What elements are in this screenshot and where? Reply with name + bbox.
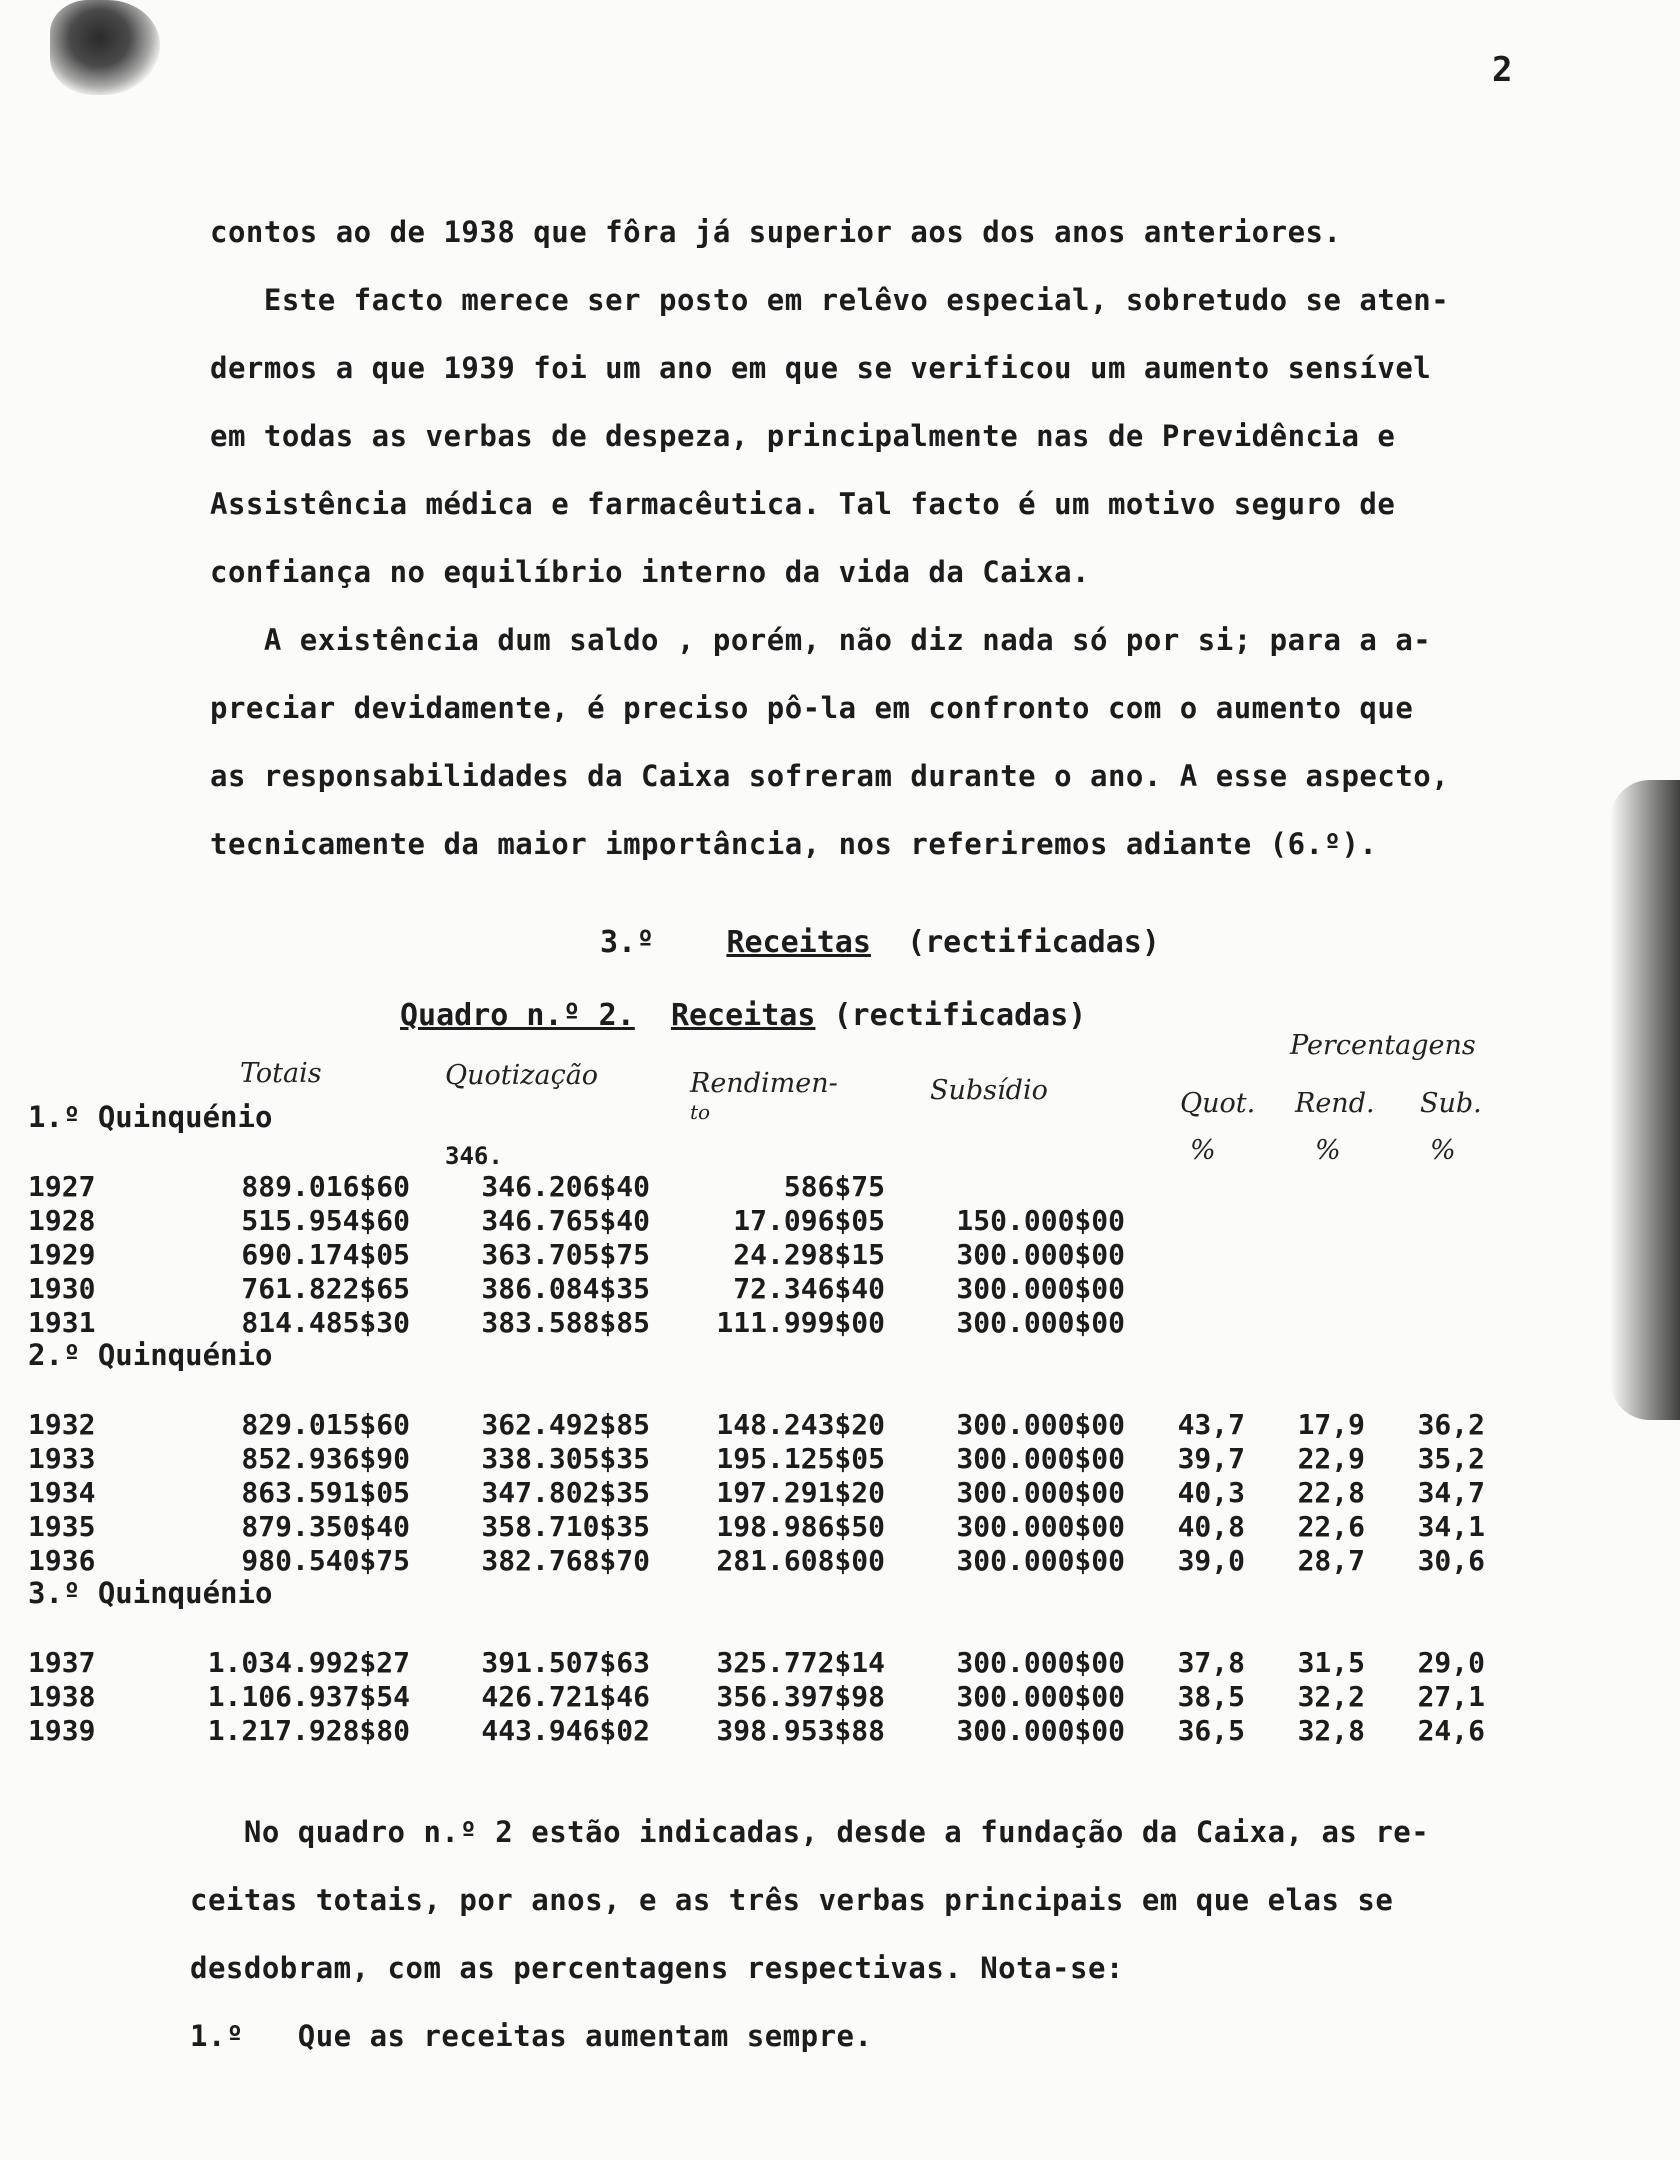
cell-year: 1927 xyxy=(28,1170,96,1203)
cell-pct-rend: 32,2 xyxy=(1297,1680,1365,1713)
cell-pct-rend: 17,9 xyxy=(1297,1408,1365,1441)
paragraph-line: em todas as verbas de despeza, principalmente nas de Previdência e xyxy=(210,419,1396,453)
cell-quotizacao: 391.507$63 xyxy=(481,1646,650,1679)
cell-subsidio: 300.000$00 xyxy=(956,1442,1125,1475)
cell-total: 814.485$30 xyxy=(241,1306,410,1339)
cell-year: 1939 xyxy=(28,1714,96,1747)
cell-pct-sub: 24,6 xyxy=(1417,1714,1485,1747)
cell-quotizacao: 443.946$02 xyxy=(481,1714,650,1747)
cell-pct-quot: 39,7 xyxy=(1177,1442,1245,1475)
cell-rendimento: 195.125$05 xyxy=(716,1442,885,1475)
cell-rendimento: 17.096$05 xyxy=(733,1204,885,1237)
cell-pct-rend: 32,8 xyxy=(1297,1714,1365,1747)
cell-subsidio: 300.000$00 xyxy=(956,1714,1125,1747)
cell-year: 1932 xyxy=(28,1408,96,1441)
paragraph-line: ceitas totais, por anos, e as três verbas principais em que elas se xyxy=(190,1883,1394,1917)
paragraph-line: 1.º Que as receitas aumentam sempre. xyxy=(190,2019,873,2053)
cell-quotizacao: 383.588$85 xyxy=(481,1306,650,1339)
paragraph-line: Assistência médica e farmacêutica. Tal facto é um motivo seguro de xyxy=(210,487,1396,521)
cell-total: 515.954$60 xyxy=(241,1204,410,1237)
cell-pct-rend: 28,7 xyxy=(1297,1544,1365,1577)
cell-rendimento: 197.291$20 xyxy=(716,1476,885,1509)
cell-quotizacao: 358.710$35 xyxy=(481,1510,650,1543)
section-title: Receitas xyxy=(726,925,871,960)
cell-subsidio: 300.000$00 xyxy=(956,1646,1125,1679)
cell-year: 1930 xyxy=(28,1272,96,1305)
cell-pct-quot: 40,3 xyxy=(1177,1476,1245,1509)
handwritten-pct-sign-sub: % xyxy=(1430,1135,1456,1166)
handwritten-pct-quot: Quot. xyxy=(1180,1088,1256,1119)
cell-year: 1935 xyxy=(28,1510,96,1543)
cell-quotizacao: 338.305$35 xyxy=(481,1442,650,1475)
paragraph-line: preciar devidamente, é preciso pô-la em confronto com o aumento que xyxy=(210,691,1414,725)
cell-pct-quot: 40,8 xyxy=(1177,1510,1245,1543)
cell-subsidio: 300.000$00 xyxy=(956,1272,1125,1305)
cell-pct-rend: 22,6 xyxy=(1297,1510,1365,1543)
cell-rendimento: 356.397$98 xyxy=(716,1680,885,1713)
cell-pct-sub: 27,1 xyxy=(1417,1680,1485,1713)
paragraph-line: Este facto merece ser posto em relêvo especial, sobretudo se aten- xyxy=(210,283,1450,317)
handwritten-pct-sign-rend: % xyxy=(1315,1135,1341,1166)
handwritten-subsidio: Subsídio xyxy=(930,1075,1048,1106)
cell-subsidio: 300.000$00 xyxy=(956,1476,1125,1509)
cell-year: 1934 xyxy=(28,1476,96,1509)
cell-quotizacao: 386.084$35 xyxy=(481,1272,650,1305)
cell-total: 761.822$65 xyxy=(241,1272,410,1305)
cell-quotizacao: 346.765$40 xyxy=(481,1204,650,1237)
cell-total: 690.174$05 xyxy=(241,1238,410,1271)
cell-year: 1929 xyxy=(28,1238,96,1271)
section-suffix: (rectificadas) xyxy=(907,925,1160,960)
cell-total: 879.350$40 xyxy=(241,1510,410,1543)
cell-pct-sub: 29,0 xyxy=(1417,1646,1485,1679)
cell-subsidio: 150.000$00 xyxy=(956,1204,1125,1237)
cell-year: 1933 xyxy=(28,1442,96,1475)
cell-pct-sub: 36,2 xyxy=(1417,1408,1485,1441)
cell-quotizacao: 382.768$70 xyxy=(481,1544,650,1577)
cell-pct-rend: 31,5 xyxy=(1297,1646,1365,1679)
cell-pct-rend: 22,8 xyxy=(1297,1476,1365,1509)
cell-rendimento: 148.243$20 xyxy=(716,1408,885,1441)
cell-rendimento: 198.986$50 xyxy=(716,1510,885,1543)
handwritten-pct-sign-quot: % xyxy=(1190,1135,1216,1166)
paragraph-line: confiança no equilíbrio interno da vida da Caixa. xyxy=(210,555,1091,589)
cell-subsidio: 300.000$00 xyxy=(956,1408,1125,1441)
handwritten-pct-sub: Sub. xyxy=(1420,1088,1482,1119)
cell-pct-quot: 36,5 xyxy=(1177,1714,1245,1747)
cell-rendimento: 586$75 xyxy=(783,1170,885,1203)
quinquennium-label: 3.º Quinquénio xyxy=(28,1576,273,1610)
cell-total: 1.034.992$27 xyxy=(207,1646,410,1679)
handwritten-rendimento-2: to xyxy=(690,1100,711,1124)
paragraph-line: tecnicamente da maior importância, nos referiremos adiante (6.º). xyxy=(210,827,1378,861)
cell-rendimento: 72.346$40 xyxy=(733,1272,885,1305)
cell-total: 1.217.928$80 xyxy=(207,1714,410,1747)
cell-quotizacao: 347.802$35 xyxy=(481,1476,650,1509)
cell-pct-sub: 30,6 xyxy=(1417,1544,1485,1577)
cell-pct-quot: 38,5 xyxy=(1177,1680,1245,1713)
table-caption-title: Receitas xyxy=(670,998,816,1033)
paragraph-line: No quadro n.º 2 estão indicadas, desde a fundação da Caixa, as re- xyxy=(190,1815,1430,1849)
page-number: 2 xyxy=(1492,50,1513,90)
handwritten-quotizacao: Quotização xyxy=(445,1060,599,1091)
page-edge-shadow xyxy=(1610,780,1680,1420)
handwritten-totals: Totais xyxy=(240,1058,322,1089)
cell-rendimento: 24.298$15 xyxy=(733,1238,885,1271)
quinquennium-label: 1.º Quinquénio xyxy=(28,1100,273,1134)
section-number: 3.º xyxy=(600,925,655,960)
cell-year: 1937 xyxy=(28,1646,96,1679)
ink-blot xyxy=(50,0,160,95)
paragraph-line: A existência dum saldo , porém, não diz nada só por si; para a a- xyxy=(210,623,1432,657)
handwritten-percentagens: Percentagens xyxy=(1290,1030,1476,1061)
paragraph-line: contos ao de 1938 que fôra já superior aos dos anos anteriores. xyxy=(210,215,1342,249)
cell-quotizacao: 426.721$46 xyxy=(481,1680,650,1713)
handwritten-rendimento: Rendimen- xyxy=(690,1068,838,1099)
cell-year: 1931 xyxy=(28,1306,96,1339)
table-caption-prefix: Quadro n.º 2. xyxy=(400,998,635,1033)
table-caption xyxy=(400,998,1086,1033)
cell-total: 1.106.937$54 xyxy=(207,1680,410,1713)
quinquennium-label: 2.º Quinquénio xyxy=(28,1338,273,1372)
cell-rendimento: 325.772$14 xyxy=(716,1646,885,1679)
paragraph-line: dermos a que 1939 foi um ano em que se verificou um aumento sensível xyxy=(210,351,1432,385)
paragraph-line: desdobram, com as percentagens respectivas. Nota-se: xyxy=(190,1951,1124,1985)
cell-pct-rend: 22,9 xyxy=(1297,1442,1365,1475)
cell-total: 980.540$75 xyxy=(241,1544,410,1577)
cell-year: 1928 xyxy=(28,1204,96,1237)
cell-pct-sub: 34,1 xyxy=(1417,1510,1485,1543)
cell-pct-quot: 37,8 xyxy=(1177,1646,1245,1679)
cell-quotizacao: 362.492$85 xyxy=(481,1408,650,1441)
cell-pct-sub: 34,7 xyxy=(1417,1476,1485,1509)
cell-year: 1938 xyxy=(28,1680,96,1713)
cell-subsidio: 300.000$00 xyxy=(956,1238,1125,1271)
cell-rendimento: 398.953$88 xyxy=(716,1714,885,1747)
cell-subsidio: 300.000$00 xyxy=(956,1544,1125,1577)
cell-rendimento: 111.999$00 xyxy=(716,1306,885,1339)
cell-rendimento: 281.608$00 xyxy=(716,1544,885,1577)
cell-subsidio: 300.000$00 xyxy=(956,1510,1125,1543)
section-heading xyxy=(600,925,1160,960)
cell-total: 829.015$60 xyxy=(241,1408,410,1441)
cell-total: 852.936$90 xyxy=(241,1442,410,1475)
table-caption-suffix: (rectificadas) xyxy=(833,998,1087,1033)
cell-quotizacao: 363.705$75 xyxy=(481,1238,650,1271)
cell-pct-quot: 43,7 xyxy=(1177,1408,1245,1441)
cell-total: 863.591$05 xyxy=(241,1476,410,1509)
cell-pct-sub: 35,2 xyxy=(1417,1442,1485,1475)
paragraph-line: as responsabilidades da Caixa sofreram durante o ano. A esse aspecto, xyxy=(210,759,1450,793)
cell-year: 1936 xyxy=(28,1544,96,1577)
cell-pct-quot: 39,0 xyxy=(1177,1544,1245,1577)
correction-note: 346. xyxy=(445,1142,503,1170)
handwritten-pct-rend: Rend. xyxy=(1295,1088,1375,1119)
cell-total: 889.016$60 xyxy=(241,1170,410,1203)
cell-subsidio: 300.000$00 xyxy=(956,1306,1125,1339)
cell-subsidio: 300.000$00 xyxy=(956,1680,1125,1713)
cell-quotizacao: 346.206$40 xyxy=(481,1170,650,1203)
